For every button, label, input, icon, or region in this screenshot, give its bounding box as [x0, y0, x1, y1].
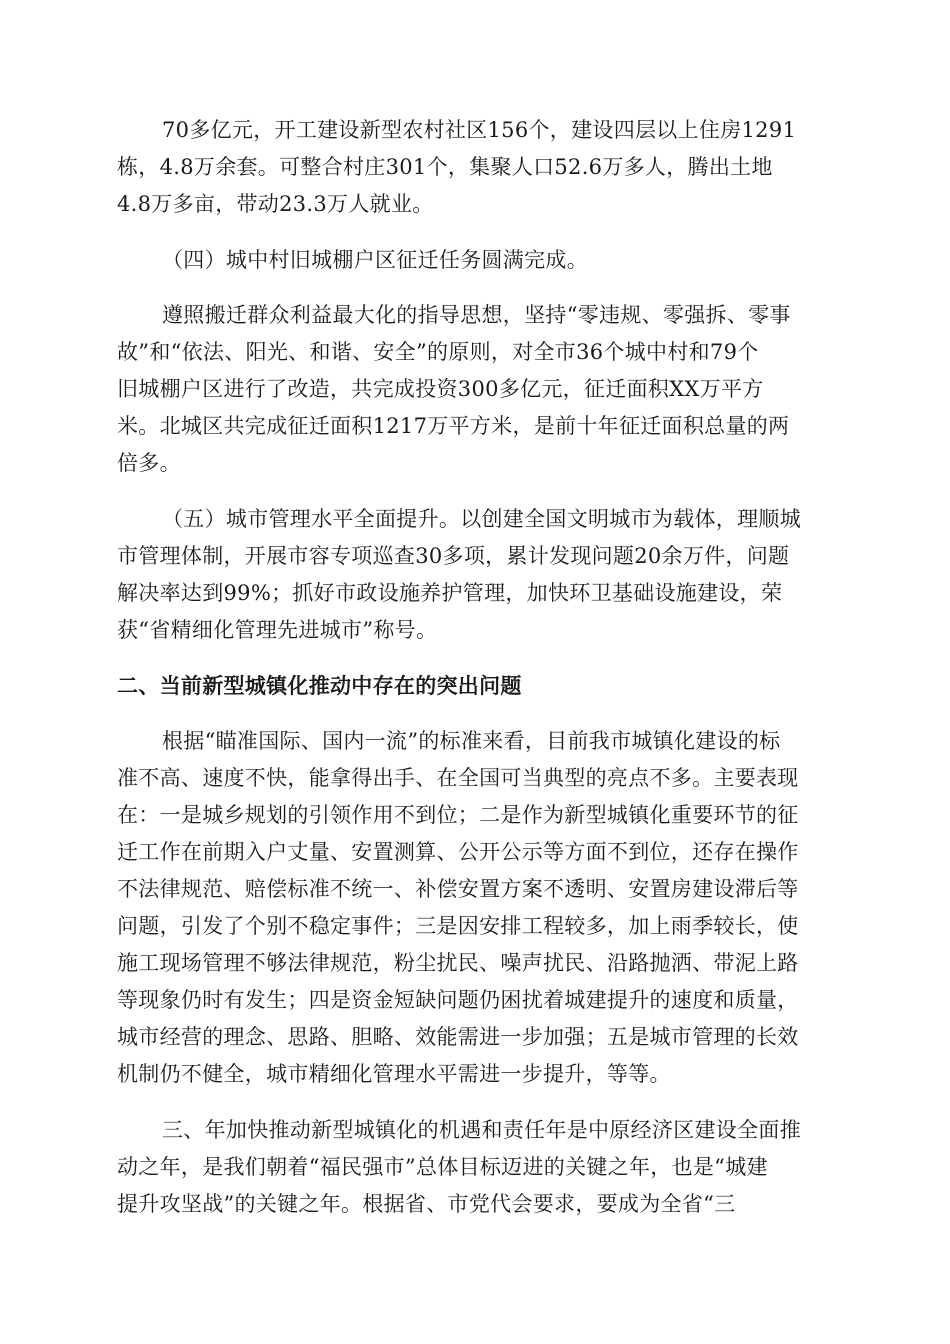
text-line: 70多亿元，开工建设新型农村社区156个，建设四层以上住房1291 — [162, 118, 797, 142]
text-line: 故”和“依法、阳光、和谐、安全”的原则，对全市36个城中村和79个 — [117, 340, 759, 364]
text-line: 等现象仍时有发生；四是资金短缺问题仍困扰着城建提升的速度和质量， — [117, 988, 799, 1012]
text-line: 三、年加快推动新型城镇化的机遇和责任年是中原经济区建设全面推 — [162, 1118, 801, 1142]
text-line: 准不高、速度不快，能拿得出手、在全国可当典型的亮点不多。主要表现 — [117, 766, 799, 790]
text-line: （五）城市管理水平全面提升。以创建全国文明城市为载体，理顺城 — [162, 507, 801, 531]
text-line: 不法律规范、赔偿标准不统一、补偿安置方案不透明、安置房建设滞后等 — [117, 877, 799, 901]
text-line: 米。北城区共完成征迁面积1217万平方米，是前十年征迁面积总量的两 — [117, 414, 790, 438]
text-line: 栋，4.8万余套。可整合村庄301个，集聚人口52.6万多人，腾出土地 — [117, 155, 773, 179]
text-line: 城市经营的理念、思路、胆略、效能需进一步加强；五是城市管理的长效 — [117, 1025, 799, 1049]
text-line: 迁工作在前期入户丈量、安置测算、公开公示等方面不到位，还存在操作 — [117, 840, 799, 864]
text-line: 施工现场管理不够法律规范，粉尘扰民、噪声扰民、沿路抛洒、带泥上路 — [117, 951, 799, 975]
text-line: 提升攻坚战”的关键之年。根据省、市党代会要求，要成为全省“三 — [117, 1192, 736, 1216]
text-line: 遵照搬迁群众利益最大化的指导思想，坚持“零违规、零强拆、零事 — [162, 303, 791, 327]
text-line: 机制仍不健全，城市精细化管理水平需进一步提升，等等。 — [117, 1062, 671, 1086]
text-line: 在：一是城乡规划的引领作用不到位；二是作为新型城镇化重要环节的征 — [117, 803, 799, 827]
heading-text: 二、当前新型城镇化推动中存在的突出问题 — [117, 674, 522, 698]
text-line: 根据“瞄准国际、国内一流”的标准来看，目前我市城镇化建设的标 — [162, 729, 781, 753]
text-line: 旧城棚户区进行了改造，共完成投资300多亿元，征迁面积XX万平方 — [117, 377, 764, 401]
text-line: 4.8万多亩，带动23.3万人就业。 — [117, 192, 434, 216]
text-line: 动之年，是我们朝着“福民强市”总体目标迈进的关键之年，也是“城建 — [117, 1155, 768, 1179]
text-line: 倍多。 — [117, 451, 181, 475]
text-line: 问题，引发了个别不稳定事件；三是因安排工程较多，加上雨季较长，使 — [117, 914, 799, 938]
text-line: 获“省精细化管理先进城市”称号。 — [117, 618, 438, 642]
text-line: 解决率达到99%；抓好市政设施养护管理，加快环卫基础设施建设，荣 — [117, 581, 783, 605]
text-line: 市管理体制，开展市容专项巡查30多项，累计发现问题20余万件，问题 — [117, 544, 790, 568]
text-line: （四）城中村旧城棚户区征迁任务圆满完成。 — [162, 248, 588, 272]
